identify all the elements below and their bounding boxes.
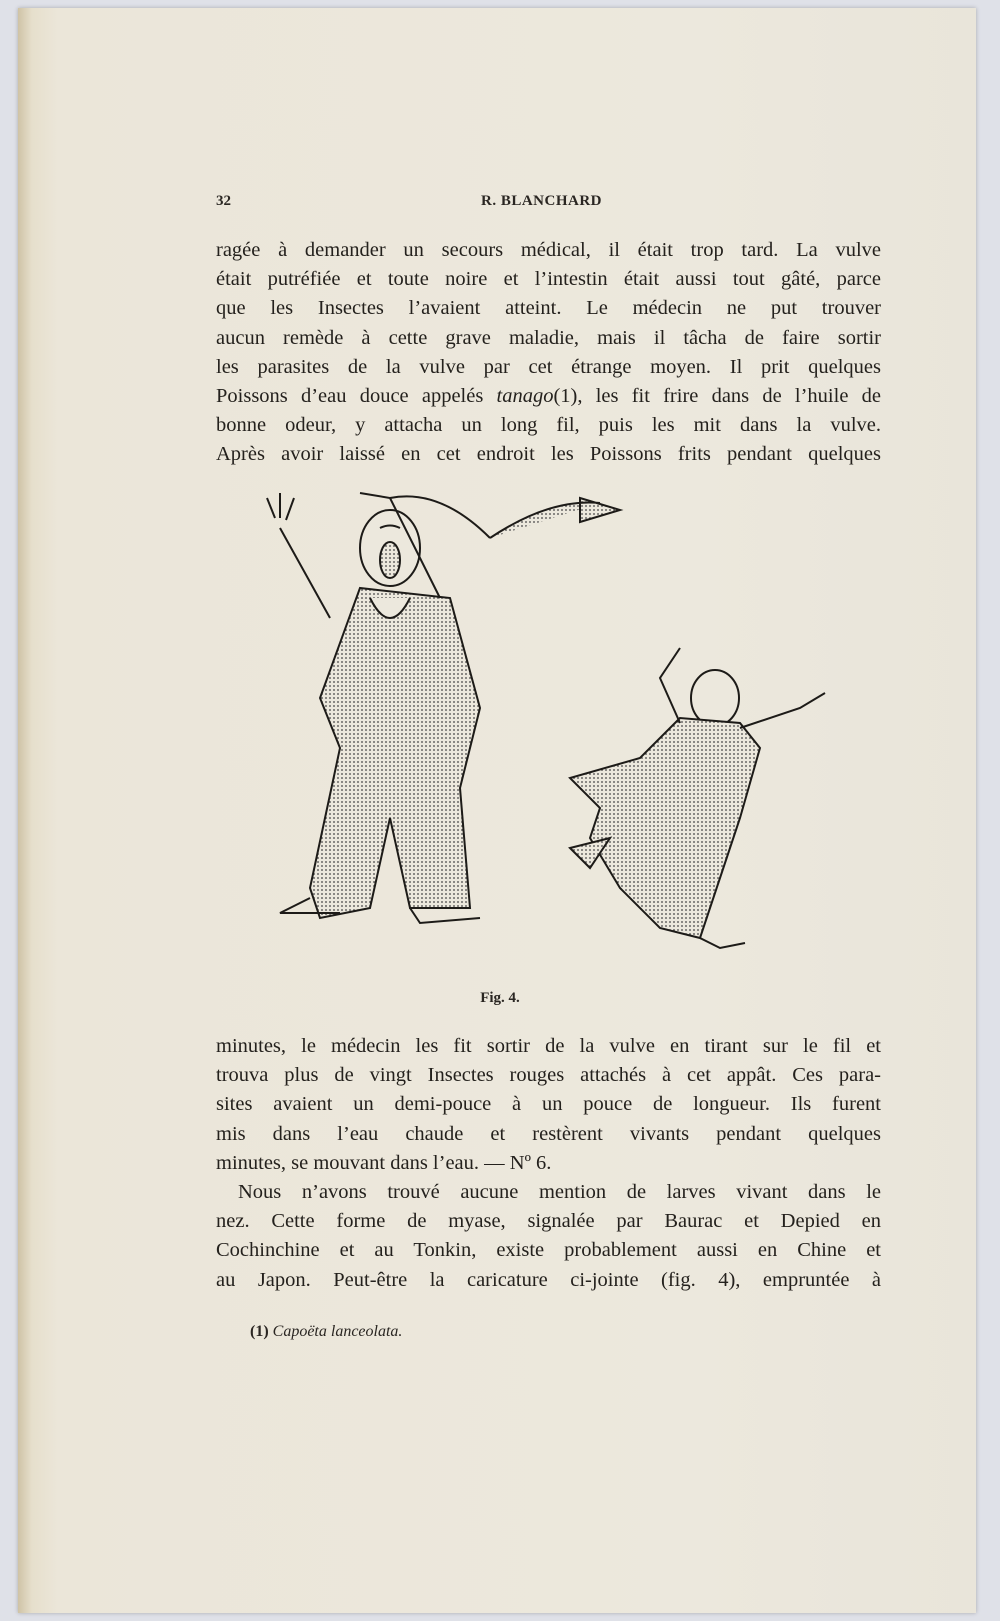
page-header-text [216, 193, 881, 217]
text-line: sites avaient un demi-pouce à un pouce de longueur. Ils furent [216, 1093, 881, 1116]
text-line: mis dans l’eau chaude et restèrent vivants pendant quelques [216, 1122, 881, 1145]
text-line: les parasites de la vulve par cet étrange moyen. Il prit quelques [216, 355, 881, 378]
text-line: trouva plus de vingt Insectes rouges attachés à cet appât. Ces para- [216, 1064, 881, 1087]
footnote-text: Capoëta lanceolata. [272, 1323, 403, 1340]
paragraph-1 [216, 236, 881, 470]
text-line: ragée à demander un secours médical, il était trop tard. La vulve [216, 239, 881, 261]
text-line: que les Insectes l’avaient atteint. Le médecin ne put trouver [216, 297, 881, 320]
footnote [250, 1323, 402, 1341]
text-line: aucun remède à cette grave maladie, mais il tâcha de faire sortir [216, 326, 881, 349]
running-head: R. BLANCHARD [481, 193, 603, 209]
right-figure [570, 648, 825, 948]
text-line [216, 382, 881, 411]
text-line: au Japon. Peut-être la caricature ci-jointe (fig. 4), empruntée à [216, 1268, 881, 1291]
text-line: Cochinchine et au Tonkin, existe probablement aussi en Chine et [216, 1239, 881, 1262]
text-segment: Poissons d’eau douce appelés [216, 385, 497, 408]
text-line: était putréfiée et toute noire et l’intestin était aussi tout gâté, parce [216, 268, 881, 291]
text-line: minutes, le médecin les fit sortir de la vulve en tirant sur le fil et [216, 1035, 881, 1057]
text-line: Après avoir laissé en cet endroit les Poissons frits pendant quelques [216, 443, 881, 466]
left-figure [267, 493, 620, 923]
footnote-marker: (1) [250, 1323, 269, 1340]
text-line: bonne odeur, y attacha un long fil, puis les mit dans la vulve. [216, 414, 881, 437]
text-segment: (1), les fit frire dans de l’huile de [553, 385, 881, 408]
figure-illustration [240, 488, 880, 978]
figure-caption: Fig. 4. [480, 990, 520, 1006]
text-line: minutes, se mouvant dans l’eau. — Nº 6. [216, 1151, 552, 1174]
text-line: Nous n’avons trouvé aucune mention de larves vivant dans le [238, 1181, 881, 1204]
italic-term: tanago [496, 385, 554, 408]
page-number: 32 [216, 193, 231, 209]
paragraph-2 [216, 1032, 881, 1295]
text-line: nez. Cette forme de myase, signalée par Baurac et Depied en [216, 1210, 881, 1233]
